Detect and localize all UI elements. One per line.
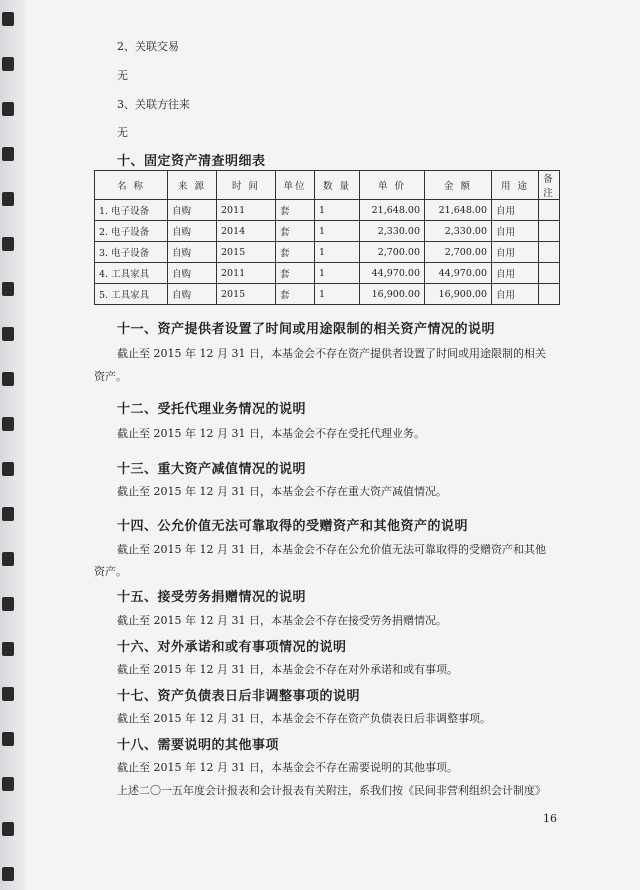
s2-title: 2、关联交易 [117, 40, 179, 53]
s14-body-line1: 截止至 2015 年 12 月 31 日，本基金会不存在公允价值无法可靠取得的受赠资产和其他 [117, 543, 546, 556]
table-cell: 2,700.00 [425, 242, 492, 263]
binding-hole [2, 192, 14, 206]
binding-hole [2, 282, 14, 296]
col-header: 用 途 [492, 171, 539, 200]
table-cell: 套 [276, 200, 315, 221]
binding-hole [2, 687, 14, 701]
col-header: 单位 [276, 171, 315, 200]
table-cell: 2015 [217, 242, 276, 263]
table-cell: 3. 电子设备 [95, 242, 168, 263]
table-cell: 16,900.00 [360, 284, 425, 305]
table-cell: 21,648.00 [425, 200, 492, 221]
binding-hole [2, 597, 14, 611]
table-cell: 自购 [168, 263, 217, 284]
s3-title: 3、关联方往来 [117, 98, 190, 111]
table-cell: 套 [276, 263, 315, 284]
binding-hole [2, 552, 14, 566]
binding-hole [2, 462, 14, 476]
s17-title: 十七、资产负债表日后非调整事项的说明 [117, 689, 361, 704]
col-header: 名 称 [95, 171, 168, 200]
binding-hole [2, 417, 14, 431]
table-cell: 自用 [492, 284, 539, 305]
binding-hole [2, 777, 14, 791]
binding-hole [2, 822, 14, 836]
s12-body: 截止至 2015 年 12 月 31 日，本基金会不存在受托代理业务。 [117, 427, 425, 440]
s10-title: 十、固定资产清查明细表 [117, 154, 266, 169]
table-cell: 2011 [217, 200, 276, 221]
s16-title: 十六、对外承诺和或有事项情况的说明 [117, 640, 347, 655]
s18-title: 十八、需要说明的其他事项 [117, 738, 280, 753]
col-header: 金 额 [425, 171, 492, 200]
table-cell [539, 242, 560, 263]
table-cell: 套 [276, 221, 315, 242]
table-cell: 2014 [217, 221, 276, 242]
table-cell: 2,330.00 [425, 221, 492, 242]
col-header: 数 量 [315, 171, 360, 200]
s3-body: 无 [117, 126, 128, 139]
table-cell: 2,700.00 [360, 242, 425, 263]
binding-hole [2, 372, 14, 386]
s11-body-line1: 截止至 2015 年 12 月 31 日，本基金会不存在资产提供者设置了时间或用途限制的相关 [117, 347, 546, 360]
table-cell: 自购 [168, 242, 217, 263]
table-cell: 套 [276, 242, 315, 263]
table-cell [539, 200, 560, 221]
binding-hole [2, 642, 14, 656]
col-header: 时 间 [217, 171, 276, 200]
s16-body: 截止至 2015 年 12 月 31 日，本基金会不存在对外承诺和或有事项。 [117, 663, 458, 676]
col-header: 来 源 [168, 171, 217, 200]
table-header-row [95, 171, 560, 200]
col-header: 单 价 [360, 171, 425, 200]
table-cell [539, 221, 560, 242]
table-cell: 自购 [168, 221, 217, 242]
s18-body: 截止至 2015 年 12 月 31 日，本基金会不存在需要说明的其他事项。 [117, 761, 458, 774]
table-cell: 2015 [217, 284, 276, 305]
table-cell: 2. 电子设备 [95, 221, 168, 242]
table-cell: 1 [315, 263, 360, 284]
table-cell [539, 284, 560, 305]
table-cell: 4. 工具家具 [95, 263, 168, 284]
closing-line: 上述二〇一五年度会计报表和会计报表有关附注，系我们按《民间非营利组织会计制度》 [117, 784, 546, 797]
table-cell: 1 [315, 200, 360, 221]
table-row [95, 242, 560, 263]
table-cell: 2011 [217, 263, 276, 284]
table-cell: 44,970.00 [425, 263, 492, 284]
table-cell: 自用 [492, 263, 539, 284]
table-cell: 1. 电子设备 [95, 200, 168, 221]
binding-hole [2, 12, 14, 26]
s14-body-line2: 资产。 [94, 565, 127, 578]
table-cell: 自用 [492, 200, 539, 221]
table-cell: 21,648.00 [360, 200, 425, 221]
table-cell: 5. 工具家具 [95, 284, 168, 305]
s13-title: 十三、重大资产减值情况的说明 [117, 462, 307, 477]
s11-title: 十一、资产提供者设置了时间或用途限制的相关资产情况的说明 [117, 322, 496, 337]
table-row [95, 221, 560, 242]
s2-body: 无 [117, 69, 128, 82]
col-header: 备 注 [539, 171, 560, 200]
s17-body: 截止至 2015 年 12 月 31 日，本基金会不存在资产负债表日后非调整事项。 [117, 712, 491, 725]
table-row [95, 284, 560, 305]
binding-hole [2, 732, 14, 746]
table-row [95, 263, 560, 284]
binding-hole [2, 327, 14, 341]
s11-body-line2: 资产。 [94, 370, 127, 383]
binding-hole [2, 147, 14, 161]
s13-body: 截止至 2015 年 12 月 31 日，本基金会不存在重大资产减值情况。 [117, 485, 447, 498]
binding-hole [2, 237, 14, 251]
s15-body: 截止至 2015 年 12 月 31 日，本基金会不存在接受劳务捐赠情况。 [117, 614, 447, 627]
table-cell: 44,970.00 [360, 263, 425, 284]
table-cell: 自用 [492, 221, 539, 242]
binding-hole [2, 57, 14, 71]
table-cell: 2,330.00 [360, 221, 425, 242]
binding-hole [2, 102, 14, 116]
fixed-assets-table [94, 170, 560, 305]
table-cell: 自用 [492, 242, 539, 263]
table-cell: 1 [315, 284, 360, 305]
table-cell [539, 263, 560, 284]
binding-edge [0, 0, 26, 890]
table-cell: 自购 [168, 284, 217, 305]
binding-hole [2, 867, 14, 881]
table-row [95, 200, 560, 221]
page-number: 16 [543, 812, 557, 825]
table-cell: 1 [315, 221, 360, 242]
table-cell: 套 [276, 284, 315, 305]
s12-title: 十二、受托代理业务情况的说明 [117, 402, 307, 417]
table-cell: 自购 [168, 200, 217, 221]
s14-title: 十四、公允价值无法可靠取得的受赠资产和其他资产的说明 [117, 519, 469, 534]
s15-title: 十五、接受劳务捐赠情况的说明 [117, 590, 307, 605]
table-cell: 16,900.00 [425, 284, 492, 305]
table-cell: 1 [315, 242, 360, 263]
binding-hole [2, 507, 14, 521]
